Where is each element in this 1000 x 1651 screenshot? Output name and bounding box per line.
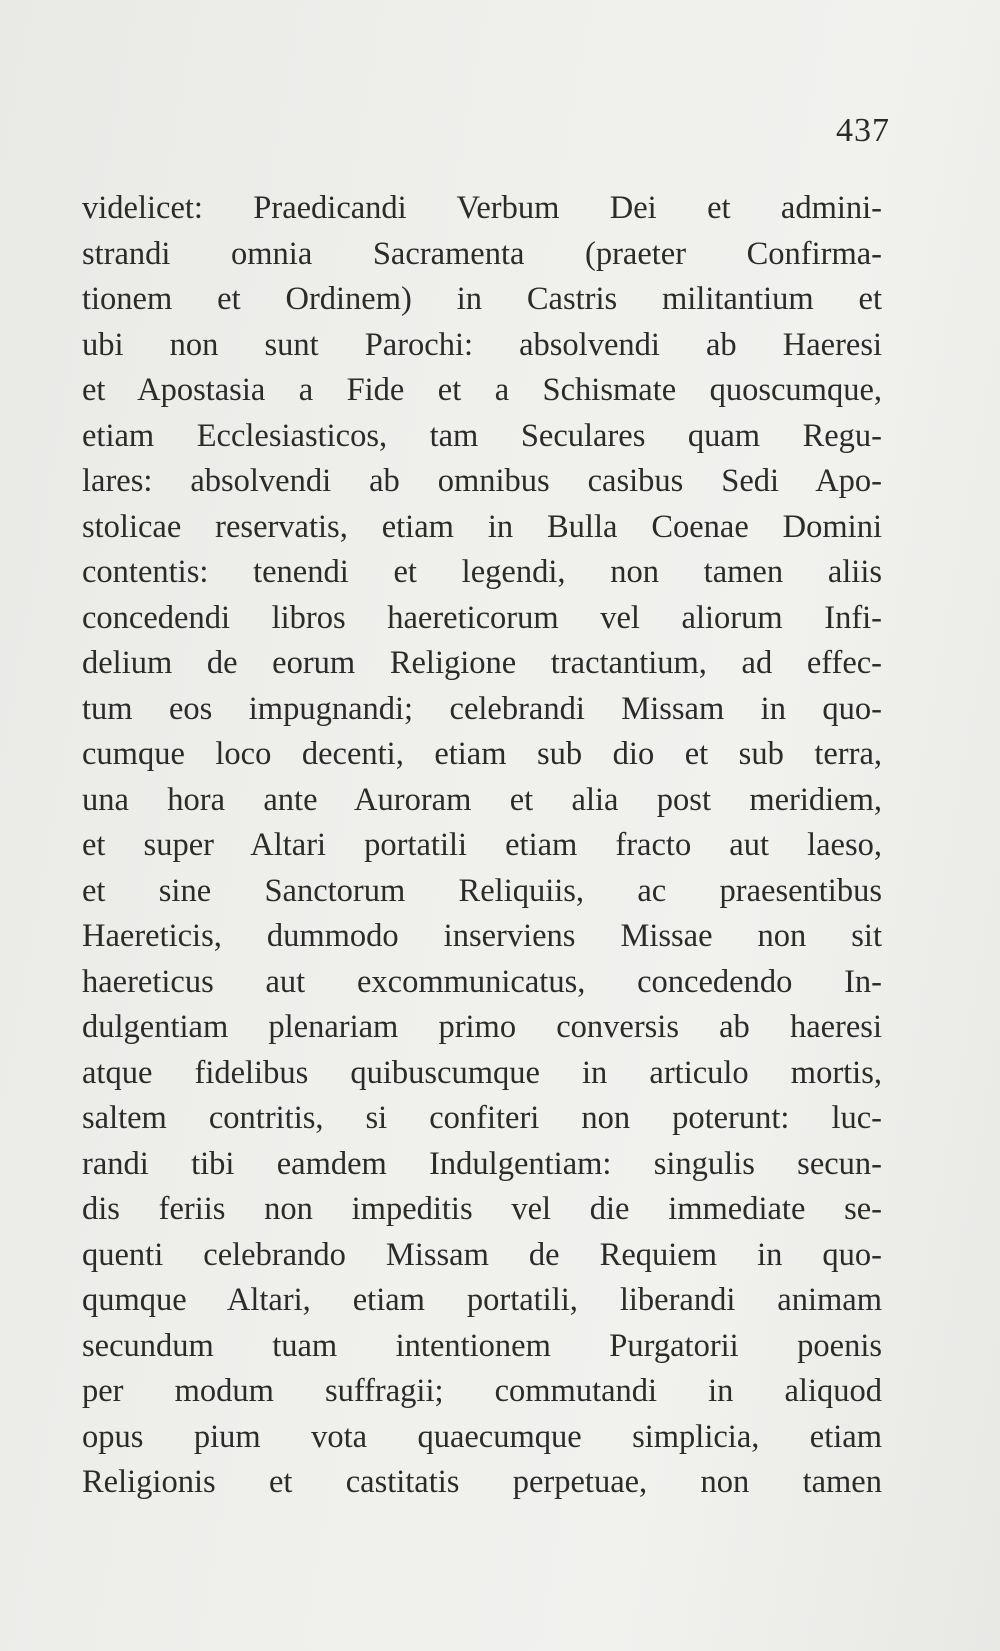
text-line: Religionis et castitatis perpetuae, non tamen [82,1464,882,1500]
text-line: atque fidelibus quibuscumque in articulo mortis, [82,1054,882,1091]
text-line: haereticus aut excommunicatus, concedendo In- [82,963,882,1000]
text-line: saltem contritis, si confiteri non poterunt: luc- [82,1100,882,1136]
text-line: strandi omnia Sacramenta (praeter Confirma- [82,235,882,272]
text-line: etiam Ecclesiasticos, tam Seculares quam Regu- [82,417,882,454]
text-line: cumque loco decenti, etiam sub dio et sub terra, [82,736,882,772]
text-line: randi tibi eamdem Indulgentiam: singulis secun- [82,1145,882,1182]
text-line: Haereticis, dummodo inserviens Missae non sit [82,918,882,954]
text-line: lares: absolvendi ab omnibus casibus Sedi Apo- [82,463,882,499]
text-line: dis feriis non impeditis vel die immediate se- [82,1191,882,1227]
text-line: contentis: tenendi et legendi, non tamen aliis [82,554,882,590]
text-line: et Apostasia a Fide et a Schismate quoscumque, [82,372,882,408]
text-line: per modum suffragii; commutandi in aliquod [82,1373,882,1409]
text-line: ubi non sunt Parochi: absolvendi ab Haeresi [82,326,882,363]
text-line: quenti celebrando Missam de Requiem in quo- [82,1236,882,1273]
text-line: una hora ante Auroram et alia post meridiem, [82,781,882,818]
text-line: concedendi libros haereticorum vel aliorum Infi- [82,599,882,636]
text-line: delium de eorum Religione tractantium, ad effec- [82,645,882,681]
body-text [82,186,882,1506]
text-line: opus pium vota quaecumque simplicia, etiam [82,1418,882,1455]
text-line: et super Altari portatili etiam fracto aut laeso, [82,827,882,863]
text-line: qumque Altari, etiam portatili, liberandi animam [82,1282,882,1318]
text-line: secundum tuam intentionem Purgatorii poenis [82,1327,882,1364]
text-line: tionem et Ordinem) in Castris militantium et [82,281,882,317]
text-line: videlicet: Praedicandi Verbum Dei et admini- [82,190,882,226]
text-line: dulgentiam plenariam primo conversis ab haeresi [82,1009,882,1045]
text-line: tum eos impugnandi; celebrandi Missam in quo- [82,690,882,727]
page-number: 437 [836,112,890,149]
text-line: stolicae reservatis, etiam in Bulla Coenae Domini [82,508,882,545]
text-line: et sine Sanctorum Reliquiis, ac praesentibus [82,872,882,909]
